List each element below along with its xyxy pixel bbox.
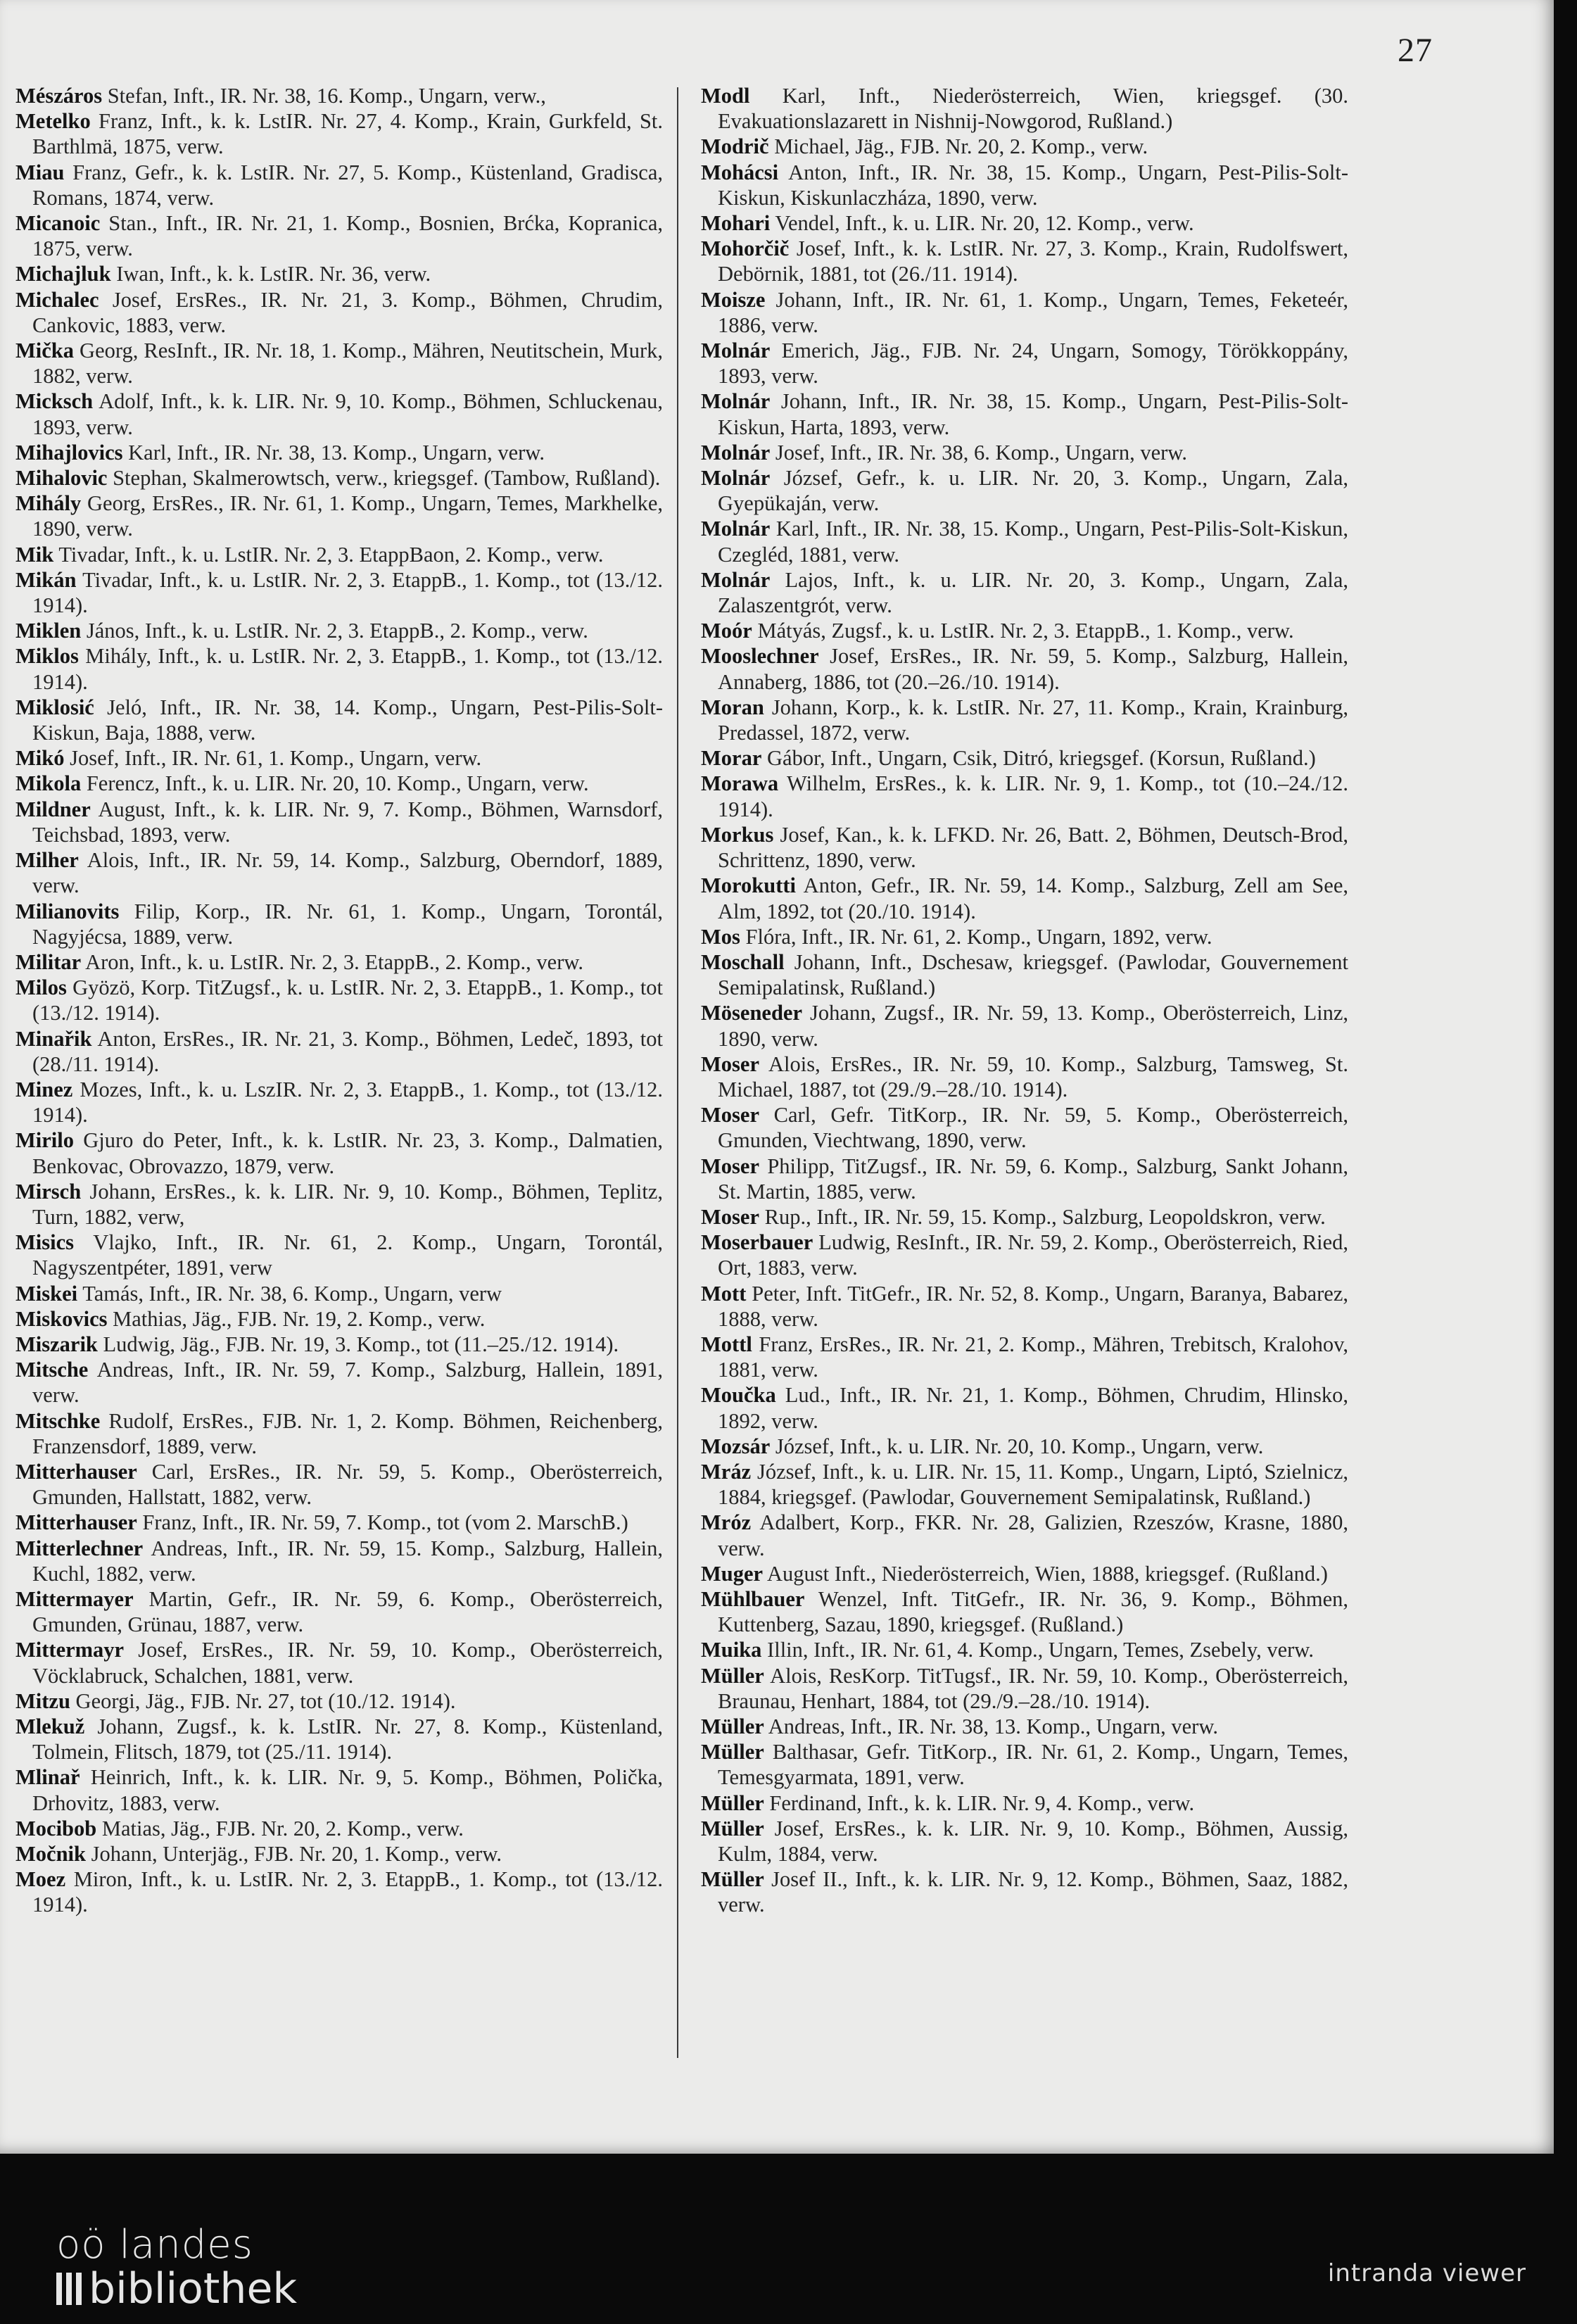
register-entry <box>701 210 1348 236</box>
entry-surname: Miau <box>15 160 65 184</box>
register-entry <box>701 338 1348 389</box>
register-entry <box>701 1332 1348 1382</box>
entry-details: Michael, Jäg., FJB. Nr. 20, 2. Komp., verw. <box>774 134 1148 159</box>
register-entry <box>15 108 663 159</box>
entry-surname: Müller <box>701 1816 764 1840</box>
register-entry <box>701 1000 1348 1051</box>
register-entry <box>15 643 663 694</box>
register-entry <box>15 899 663 949</box>
entry-surname: Morkus <box>701 822 774 847</box>
register-entry <box>15 847 663 898</box>
entry-details: Johann, Zugsf., IR. Nr. 59, 13. Komp., Oberösterreich, Linz, 1890, verw. <box>718 1001 1349 1051</box>
register-entry <box>15 338 663 389</box>
register-entry <box>15 1536 663 1586</box>
register-entry <box>701 389 1348 439</box>
entry-details: Andreas, Inft., IR. Nr. 59, 7. Komp., Salzburg, Hallein, 1891, verw. <box>32 1358 663 1408</box>
entry-surname: Molnár <box>701 517 771 541</box>
register-entry <box>15 1714 663 1764</box>
register-entry <box>701 1586 1348 1637</box>
entry-details: Karl, Inft., Niederösterreich, Wien, kriegsgef. (30. Evakuationslazarett in Nishnij-Nowgorod, Rußland.) <box>718 84 1349 134</box>
register-entry <box>701 745 1348 771</box>
entry-details: Carl, Gefr. TitKorp., IR. Nr. 59, 5. Komp., Oberösterreich, Gmunden, Viechtwang, 1890, verw. <box>718 1103 1348 1153</box>
entry-surname: Miszarik <box>15 1332 98 1356</box>
entry-details: Anton, ErsRes., IR. Nr. 21, 3. Komp., Böhmen, Ledeč, 1893, tot (28./11. 1914). <box>32 1026 663 1076</box>
register-entry <box>701 236 1348 286</box>
entry-details: Alois, Inft., IR. Nr. 59, 14. Komp., Salzburg, Oberndorf, 1889, verw. <box>32 848 663 898</box>
entry-details: Gábor, Inft., Ungarn, Csik, Ditró, kriegsgef. (Korsun, Rußland.) <box>767 746 1316 771</box>
entry-surname: Moser <box>701 1154 759 1178</box>
entry-surname: Muger <box>701 1561 764 1586</box>
entry-details: Franz, Inft., k. k. LstIR. Nr. 27, 4. Komp., Krain, Gurkfeld, St. Barthlmä, 1875, verw. <box>32 109 664 159</box>
register-entry <box>15 491 663 541</box>
entry-details: Peter, Inft. TitGefr., IR. Nr. 52, 8. Komp., Ungarn, Baranya, Babarez, 1888, verw. <box>718 1281 1348 1331</box>
register-entry <box>701 287 1348 338</box>
viewer-label: intranda viewer <box>1327 2259 1526 2287</box>
entry-details: Tivadar, Inft., k. u. LstIR. Nr. 2, 3. EtappB., 1. Komp., tot (13./12. 1914). <box>32 567 664 618</box>
entry-surname: Militar <box>15 949 82 974</box>
entry-surname: Morar <box>701 746 762 771</box>
entry-details: Emerich, Jäg., FJB. Nr. 24, Ungarn, Somogy, Törökkoppány, 1893, verw. <box>718 339 1348 389</box>
entry-surname: Minez <box>15 1077 73 1101</box>
entry-details: Ludwig, ResInft., IR. Nr. 59, 2. Komp., Oberösterreich, Ried, Ort, 1883, verw. <box>718 1230 1348 1280</box>
register-entry <box>701 1663 1348 1714</box>
register-entry <box>701 160 1348 210</box>
register-entry <box>15 389 663 439</box>
entry-surname: Moser <box>701 1103 759 1128</box>
entry-details: Andreas, Inft., IR. Nr. 38, 13. Komp., Ungarn, verw. <box>768 1714 1218 1738</box>
entry-details: Adalbert, Korp., FKR. Nr. 28, Galizien, Rzeszów, Krasne, 1880, verw. <box>718 1510 1348 1560</box>
register-entry <box>15 567 663 618</box>
entry-surname: Moran <box>701 695 764 719</box>
register-entry <box>15 1128 663 1178</box>
register-entry <box>701 567 1348 618</box>
register-entry <box>701 1791 1348 1816</box>
entry-surname: Mohorčič <box>701 236 790 261</box>
entry-details: Gjuro do Peter, Inft., k. k. LstIR. Nr. 23, 3. Komp., Dalmatien, Benkovac, Obrovazzo, 1879, verw. <box>32 1128 664 1178</box>
entry-surname: Michalec <box>15 287 99 312</box>
entry-details: Gyözö, Korp. TitZugsf., k. u. LstIR. Nr. 2, 3. EtappB., 1. Komp., tot (13./12. 1914). <box>32 975 664 1025</box>
entry-surname: Mos <box>701 924 740 949</box>
entry-surname: Metelko <box>15 109 91 134</box>
entry-details: Matias, Jäg., FJB. Nr. 20, 2. Komp., verw. <box>101 1816 464 1840</box>
entry-details: Johann, Inft., Dschesaw, kriegsgef. (Pawlodar, Gouvernement Semipalatinsk, Rußland.) <box>718 949 1348 1000</box>
entry-surname: Mróz <box>701 1510 752 1535</box>
entry-details: Josef, ErsRes., k. k. LIR. Nr. 9, 10. Komp., Böhmen, Aussig, Kulm, 1884, verw. <box>718 1816 1348 1867</box>
entry-surname: Miklen <box>15 619 82 643</box>
entry-surname: Mitterhauser <box>15 1510 137 1535</box>
register-entry <box>701 1510 1348 1560</box>
entry-surname: Micksch <box>15 389 94 414</box>
register-entry <box>15 261 663 286</box>
entry-details: Carl, ErsRes., IR. Nr. 59, 5. Komp., Oberösterreich, Gmunden, Hallstatt, 1882, verw. <box>32 1459 663 1510</box>
entry-surname: Molnár <box>701 339 771 363</box>
register-entry <box>15 1230 663 1280</box>
register-entry <box>15 1026 663 1077</box>
register-entry <box>701 1714 1348 1739</box>
register-entry <box>701 1459 1348 1510</box>
entry-surname: Moser <box>701 1204 759 1229</box>
register-entry <box>15 1510 663 1535</box>
entry-details: Karl, Inft., IR. Nr. 38, 13. Komp., Ungarn, verw. <box>128 440 545 465</box>
register-entry <box>701 465 1348 516</box>
register-entry <box>701 873 1348 923</box>
entry-details: János, Inft., k. u. LstIR. Nr. 2, 3. EtappB., 2. Komp., verw. <box>86 619 588 643</box>
entry-surname: Milianovits <box>15 899 120 923</box>
entry-surname: Mička <box>15 339 75 363</box>
register-entry <box>701 440 1348 465</box>
entry-details: Georg, ResInft., IR. Nr. 18, 1. Komp., Mähren, Neutitschein, Murk, 1882, verw. <box>32 339 663 389</box>
entry-surname: Modrič <box>701 134 769 159</box>
entry-surname: Moór <box>701 619 752 643</box>
register-entry <box>701 83 1348 134</box>
register-entry <box>15 1357 663 1408</box>
register-entry <box>15 83 663 108</box>
entry-details: Johann, Unterjäg., FJB. Nr. 20, 1. Komp., verw. <box>91 1842 502 1867</box>
entry-surname: Mitterhauser <box>15 1459 137 1484</box>
register-entry <box>15 618 663 643</box>
entry-details: Georgi, Jäg., FJB. Nr. 27, tot (10./12. 1914). <box>75 1688 456 1713</box>
entry-details: Johann, Korp., k. k. LstIR. Nr. 27, 11. Komp., Krain, Krainburg, Predassel, 1872, verw. <box>718 695 1348 745</box>
register-entry <box>15 1841 663 1867</box>
right-column <box>701 83 1348 1918</box>
register-entry <box>701 1434 1348 1459</box>
entry-surname: Mildner <box>15 797 91 821</box>
entry-surname: Müller <box>701 1867 764 1892</box>
entry-details: Wenzel, Inft. TitGefr., IR. Nr. 36, 9. Komp., Böhmen, Kuttenberg, Sazau, 1890, kriegsgef. (Rußland.) <box>718 1586 1348 1637</box>
entry-surname: Mikola <box>15 771 82 796</box>
register-entry <box>15 695 663 745</box>
entry-details: Martin, Gefr., IR. Nr. 59, 6. Komp., Oberösterreich, Gmunden, Grünau, 1887, verw. <box>32 1586 664 1637</box>
entry-surname: Mozsár <box>701 1434 771 1458</box>
register-entry <box>701 771 1348 821</box>
entry-details: Josef, ErsRes., IR. Nr. 59, 5. Komp., Salzburg, Hallein, Annaberg, 1886, tot (20.–26./10. 1914). <box>718 644 1349 694</box>
entry-surname: Močnik <box>15 1842 86 1867</box>
register-entry <box>15 745 663 771</box>
entry-details: Franz, Inft., IR. Nr. 59, 7. Komp., tot (vom 2. MarschB.) <box>142 1510 628 1535</box>
entry-surname: Mittermayer <box>15 1586 134 1611</box>
entry-surname: Mottl <box>701 1332 752 1356</box>
entry-details: Philipp, TitZugsf., IR. Nr. 59, 6. Komp., Salzburg, Sankt Johann, St. Martin, 1885, verw. <box>718 1154 1349 1204</box>
entry-surname: Müller <box>701 1663 764 1688</box>
entry-details: Miron, Inft., k. u. LstIR. Nr. 2, 3. EtappB., 1. Komp., tot (13./12. 1914). <box>32 1867 664 1917</box>
entry-details: Franz, ErsRes., IR. Nr. 21, 2. Komp., Mähren, Trebitsch, Kralohov, 1881, verw. <box>718 1332 1348 1382</box>
entry-surname: Mohácsi <box>701 160 779 184</box>
register-entry <box>15 1688 663 1714</box>
entry-surname: Mik <box>15 542 54 567</box>
register-entry <box>15 1764 663 1815</box>
register-entry <box>15 975 663 1025</box>
entry-surname: Mohari <box>701 211 771 236</box>
entry-surname: Mitsche <box>15 1358 89 1382</box>
entry-surname: Molnár <box>701 440 771 465</box>
register-entry <box>15 949 663 975</box>
register-entry <box>15 1459 663 1510</box>
entry-surname: Minařik <box>15 1026 92 1051</box>
entry-details: Josef, ErsRes., IR. Nr. 21, 3. Komp., Böhmen, Chrudim, Cankovic, 1883, verw. <box>32 287 663 337</box>
entry-details: Vendel, Inft., k. u. LIR. Nr. 20, 12. Komp., verw. <box>775 211 1194 236</box>
entry-surname: Molnár <box>701 466 771 491</box>
register-entry <box>701 1561 1348 1586</box>
register-entry <box>15 797 663 847</box>
entry-details: Josef, Inft., IR. Nr. 61, 1. Komp., Ungarn, verw. <box>70 746 482 771</box>
entry-details: Franz, Gefr., k. k. LstIR. Nr. 27, 5. Komp., Küstenland, Gradisca, Romans, 1874, verw. <box>32 160 664 210</box>
entry-details: Ferencz, Inft., k. u. LIR. Nr. 20, 10. Komp., Ungarn, verw. <box>86 771 589 796</box>
entry-details: Ludwig, Jäg., FJB. Nr. 19, 3. Komp., tot (11.–25./12. 1914). <box>103 1332 619 1356</box>
entry-details: Aron, Inft., k. u. LstIR. Nr. 2, 3. EtappB., 2. Komp., verw. <box>85 949 584 974</box>
entry-details: Lajos, Inft., k. u. LIR. Nr. 20, 3. Komp., Ungarn, Zala, Zalaszentgrót, verw. <box>718 567 1348 618</box>
register-entry <box>15 542 663 567</box>
entry-details: Stephan, Skalmerowtsch, verw., kriegsgef. (Tambow, Rußland). <box>113 466 661 491</box>
library-logo <box>56 2224 297 2311</box>
entry-details: Mátyás, Zugsf., k. u. LstIR. Nr. 2, 3. EtappB., 1. Komp., verw. <box>757 619 1294 643</box>
entry-surname: Mirilo <box>15 1128 74 1153</box>
register-entry <box>15 1306 663 1332</box>
entry-surname: Müller <box>701 1740 764 1764</box>
entry-details: Tamás, Inft., IR. Nr. 38, 6. Komp., Ungarn, verw <box>82 1281 502 1306</box>
entry-surname: Müller <box>701 1714 764 1738</box>
entry-details: Wilhelm, ErsRes., k. k. LIR. Nr. 9, 1. Komp., tot (10.–24./12. 1914). <box>718 771 1348 821</box>
entry-details: Balthasar, Gefr. TitKorp., IR. Nr. 61, 2. Komp., Ungarn, Temes, Temesgyarmata, 1891, verw. <box>718 1740 1348 1790</box>
entry-details: Lud., Inft., IR. Nr. 21, 1. Komp., Böhmen, Chrudim, Hlinsko, 1892, verw. <box>718 1383 1348 1433</box>
entry-surname: Moser <box>701 1052 759 1076</box>
register-entry <box>15 1586 663 1637</box>
register-entry <box>15 1332 663 1357</box>
entry-details: Josef, Kan., k. k. LFKD. Nr. 26, Batt. 2, Böhmen, Deutsch-Brod, Schrittenz, 1890, verw. <box>718 822 1348 873</box>
entry-surname: Mott <box>701 1281 747 1306</box>
register-entry <box>15 440 663 465</box>
entry-surname: Mlinař <box>15 1765 80 1790</box>
entry-details: August Inft., Niederösterreich, Wien, 1888, kriegsgef. (Rußland.) <box>767 1561 1328 1586</box>
entry-details: József, Inft., k. u. LIR. Nr. 15, 11. Komp., Ungarn, Liptó, Szielnicz, 1884, kriegsgef. (Pawlodar, Gouvernement Semipalatinsk, Rußland.) <box>718 1459 1348 1510</box>
entry-details: Illin, Inft., IR. Nr. 61, 4. Komp., Ungarn, Temes, Zsebely, verw. <box>767 1638 1314 1662</box>
entry-details: Flóra, Inft., IR. Nr. 61, 2. Komp., Ungarn, 1892, verw. <box>745 924 1212 949</box>
entry-surname: Morawa <box>701 771 779 796</box>
register-entry <box>701 1739 1348 1790</box>
entry-details: Alois, ErsRes., IR. Nr. 59, 10. Komp., Salzburg, Tamsweg, St. Michael, 1887, tot (29./9.–28./10. 1914). <box>718 1052 1348 1101</box>
entry-details: Johann, Zugsf., k. k. LstIR. Nr. 27, 8. Komp., Küstenland, Tolmein, Flitsch, 1879, tot (25./11. 1914). <box>32 1714 664 1764</box>
entry-surname: Miskovics <box>15 1306 108 1331</box>
entry-surname: Mihály <box>15 491 82 516</box>
entry-details: Iwan, Inft., k. k. LstIR. Nr. 36, verw. <box>116 262 431 286</box>
entry-details: Mozes, Inft., k. u. LszIR. Nr. 2, 3. EtappB., 1. Komp., tot (13./12. 1914). <box>32 1077 664 1128</box>
register-entry <box>701 643 1348 694</box>
entry-details: Adolf, Inft., k. k. LIR. Nr. 9, 10. Komp., Böhmen, Schluckenau, 1893, verw. <box>32 389 663 439</box>
entry-details: Johann, ErsRes., k. k. LIR. Nr. 9, 10. Komp., Böhmen, Teplitz, Turn, 1882, verw, <box>32 1179 664 1229</box>
register-entry <box>701 1816 1348 1867</box>
entry-surname: Moisze <box>701 287 766 312</box>
register-entry <box>15 160 663 210</box>
entry-surname: Mikán <box>15 567 77 592</box>
register-entry <box>15 1077 663 1128</box>
entry-surname: Michajluk <box>15 262 111 286</box>
entry-details: Mathias, Jäg., FJB. Nr. 19, 2. Komp., verw. <box>113 1306 486 1331</box>
register-entry <box>15 1281 663 1306</box>
entry-details: Anton, Inft., IR. Nr. 38, 15. Komp., Ungarn, Pest-Pilis-Solt-Kiskun, Kiskunlaczháza, 1890, verw. <box>718 160 1348 210</box>
register-entry <box>15 1179 663 1230</box>
entry-surname: Muika <box>701 1638 762 1662</box>
register-entry <box>701 1382 1348 1433</box>
entry-details: Stefan, Inft., IR. Nr. 38, 16. Komp., Ungarn, verw., <box>107 84 546 108</box>
page-number: 27 <box>1398 32 1433 69</box>
register-entry <box>701 1052 1348 1102</box>
logo-line-2: bibliothek <box>89 2264 298 2313</box>
register-entry <box>15 1637 663 1688</box>
entry-surname: Molnár <box>701 389 771 414</box>
entry-surname: Modl <box>701 84 750 108</box>
entry-details: Johann, Inft., IR. Nr. 61, 1. Komp., Ungarn, Temes, Feketeér, 1886, verw. <box>718 287 1349 337</box>
column-divider <box>677 87 678 2058</box>
entry-surname: Moserbauer <box>701 1230 813 1255</box>
entry-surname: Mráz <box>701 1459 752 1484</box>
register-entry <box>15 1408 663 1459</box>
entry-surname: Miklos <box>15 644 79 669</box>
entry-surname: Mikó <box>15 746 65 771</box>
entry-details: August, Inft., k. k. LIR. Nr. 9, 7. Komp., Böhmen, Warnsdorf, Teichsbad, 1893, verw. <box>32 797 663 847</box>
entry-details: Mihály, Inft., k. u. LstIR. Nr. 2, 3. EtappB., 1. Komp., tot (13./12. 1914). <box>32 644 664 694</box>
entry-surname: Mirsch <box>15 1179 82 1204</box>
register-entry <box>15 1867 663 1917</box>
entry-surname: Müller <box>701 1791 764 1815</box>
entry-details: Josef, ErsRes., IR. Nr. 59, 10. Komp., Oberösterreich, Vöcklabruck, Schalchen, 1881, verw. <box>32 1638 663 1688</box>
register-entry <box>701 1867 1348 1917</box>
entry-details: Filip, Korp., IR. Nr. 61, 1. Komp., Ungarn, Torontál, Nagyjécsa, 1889, verw. <box>32 899 664 949</box>
entry-surname: Micanoic <box>15 211 101 236</box>
register-entry <box>701 695 1348 745</box>
entry-details: Rudolf, ErsRes., FJB. Nr. 1, 2. Komp. Böhmen, Reichenberg, Franzensdorf, 1889, verw. <box>32 1408 663 1458</box>
logo-line-1: oö landes <box>56 2222 253 2268</box>
entry-details: Vlajko, Inft., IR. Nr. 61, 2. Komp., Ungarn, Torontál, Nagyszentpéter, 1891, verw <box>32 1230 663 1280</box>
entry-surname: Moschall <box>701 949 785 974</box>
entry-surname: Miskei <box>15 1281 78 1306</box>
entry-details: Josef, Inft., k. k. LstIR. Nr. 27, 3. Komp., Krain, Rudolfswert, Debörnik, 1881, tot (26./11. 1914). <box>718 236 1348 286</box>
register-entry <box>15 771 663 796</box>
entry-surname: Mihajlovics <box>15 440 123 465</box>
entry-surname: Moez <box>15 1867 66 1892</box>
left-column <box>15 83 663 1918</box>
register-entry <box>701 134 1348 159</box>
entry-details: Alois, ResKorp. TitTugsf., IR. Nr. 59, 10. Komp., Oberösterreich, Braunau, Henhart, 1884, tot (29./9.–28./10. 1914). <box>718 1663 1348 1713</box>
entry-details: Johann, Inft., IR. Nr. 38, 15. Komp., Ungarn, Pest-Pilis-Solt-Kiskun, Harta, 1893, verw. <box>718 389 1348 439</box>
entry-details: József, Gefr., k. u. LIR. Nr. 20, 3. Komp., Ungarn, Zala, Gyepükaján, verw. <box>718 466 1348 516</box>
entry-surname: Mihalovic <box>15 466 108 491</box>
entry-surname: Mühlbauer <box>701 1586 805 1611</box>
register-entry <box>701 1230 1348 1280</box>
entry-details: Andreas, Inft., IR. Nr. 59, 15. Komp., Salzburg, Hallein, Kuchl, 1882, verw. <box>32 1536 663 1586</box>
entry-details: Heinrich, Inft., k. k. LIR. Nr. 9, 5. Komp., Böhmen, Polička, Drhovitz, 1883, verw. <box>32 1765 664 1815</box>
register-entry <box>701 1637 1348 1662</box>
register-entry <box>15 1816 663 1841</box>
register-entry <box>701 1204 1348 1230</box>
entry-surname: Moučka <box>701 1383 776 1408</box>
register-entry <box>701 822 1348 873</box>
entry-surname: Mocibob <box>15 1816 97 1840</box>
register-entry <box>701 1281 1348 1332</box>
entry-surname: Mittermayr <box>15 1638 125 1662</box>
entry-details: Jeló, Inft., IR. Nr. 38, 14. Komp., Ungarn, Pest-Pilis-Solt-Kiskun, Baja, 1888, verw. <box>32 695 664 745</box>
entry-details: Josef, Inft., IR. Nr. 38, 6. Komp., Ungarn, verw. <box>775 440 1187 465</box>
entry-surname: Milher <box>15 848 79 873</box>
entry-surname: Mészáros <box>15 84 103 108</box>
entry-surname: Milos <box>15 975 67 1000</box>
entry-surname: Mooslechner <box>701 644 819 669</box>
register-entry <box>15 287 663 338</box>
register-entry <box>701 516 1348 567</box>
register-entry <box>701 1102 1348 1153</box>
entry-surname: Möseneder <box>701 1001 802 1025</box>
register-entry <box>701 1154 1348 1204</box>
entry-details: Anton, Gefr., IR. Nr. 59, 14. Komp., Salzburg, Zell am See, Alm, 1892, tot (20./10. 1914). <box>718 873 1348 923</box>
entry-surname: Misics <box>15 1230 75 1255</box>
entry-surname: Molnár <box>701 567 771 592</box>
viewer-footer <box>0 2154 1577 2324</box>
entry-details: Tivadar, Inft., k. u. LstIR. Nr. 2, 3. EtappBaon, 2. Komp., verw. <box>58 542 604 567</box>
entry-details: Rup., Inft., IR. Nr. 59, 15. Komp., Salzburg, Leopoldskron, verw. <box>764 1204 1326 1229</box>
entry-details: Josef II., Inft., k. k. LIR. Nr. 9, 12. Komp., Böhmen, Saaz, 1882, verw. <box>718 1867 1349 1917</box>
register-entry <box>15 465 663 491</box>
register-entry <box>701 924 1348 949</box>
entry-surname: Mlekuž <box>15 1714 85 1738</box>
entry-details: Stan., Inft., IR. Nr. 21, 1. Komp., Bosnien, Brćka, Kopranica, 1875, verw. <box>32 211 663 261</box>
entry-details: Georg, ErsRes., IR. Nr. 61, 1. Komp., Ungarn, Temes, Markhelke, 1890, verw. <box>32 491 664 541</box>
library-bars-icon <box>56 2273 82 2305</box>
entry-surname: Morokutti <box>701 873 796 898</box>
entry-surname: Mitschke <box>15 1408 101 1433</box>
register-entry <box>701 618 1348 643</box>
entry-details: József, Inft., k. u. LIR. Nr. 20, 10. Komp., Ungarn, verw. <box>775 1434 1264 1458</box>
register-entry <box>701 949 1348 1000</box>
register-entry <box>15 210 663 261</box>
entry-surname: Mitzu <box>15 1688 70 1713</box>
entry-surname: Mitterlechner <box>15 1536 144 1560</box>
entry-details: Ferdinand, Inft., k. k. LIR. Nr. 9, 4. Komp., verw. <box>769 1791 1195 1815</box>
entry-details: Karl, Inft., IR. Nr. 38, 15. Komp., Ungarn, Pest-Pilis-Solt-Kiskun, Czegléd, 1881, verw. <box>718 517 1348 567</box>
entry-surname: Miklosić <box>15 695 94 719</box>
